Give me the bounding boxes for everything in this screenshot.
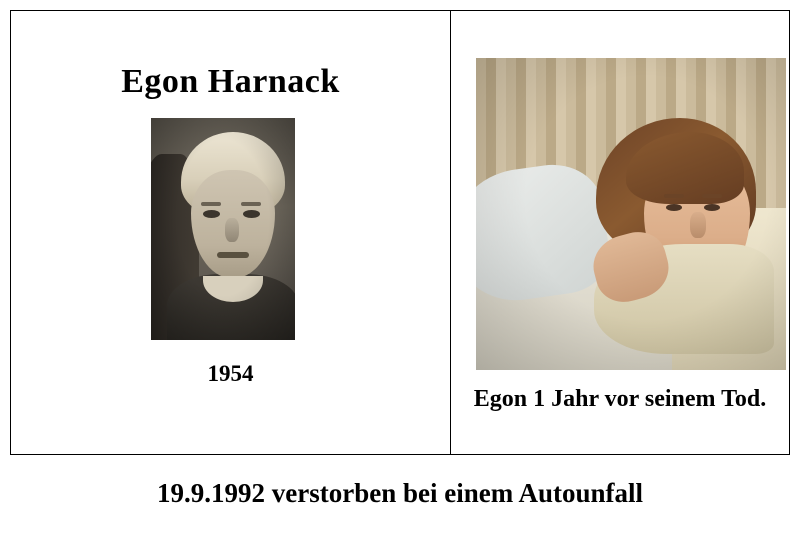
- adult-photo: [476, 58, 786, 370]
- year-caption: 1954: [207, 361, 254, 386]
- left-cell: [11, 11, 451, 454]
- right-cell: [451, 11, 789, 454]
- photo-panel: [10, 10, 790, 455]
- childhood-photo: [151, 118, 295, 340]
- photo-vignette: [476, 58, 786, 370]
- photo-vignette: [151, 118, 295, 340]
- footer-caption: 19.9.1992 verstorben bei einem Autounfall: [157, 478, 643, 508]
- adult-photo-caption: Egon 1 Jahr vor seinem Tod.: [473, 386, 767, 412]
- page-title: Egon Harnack: [121, 63, 340, 100]
